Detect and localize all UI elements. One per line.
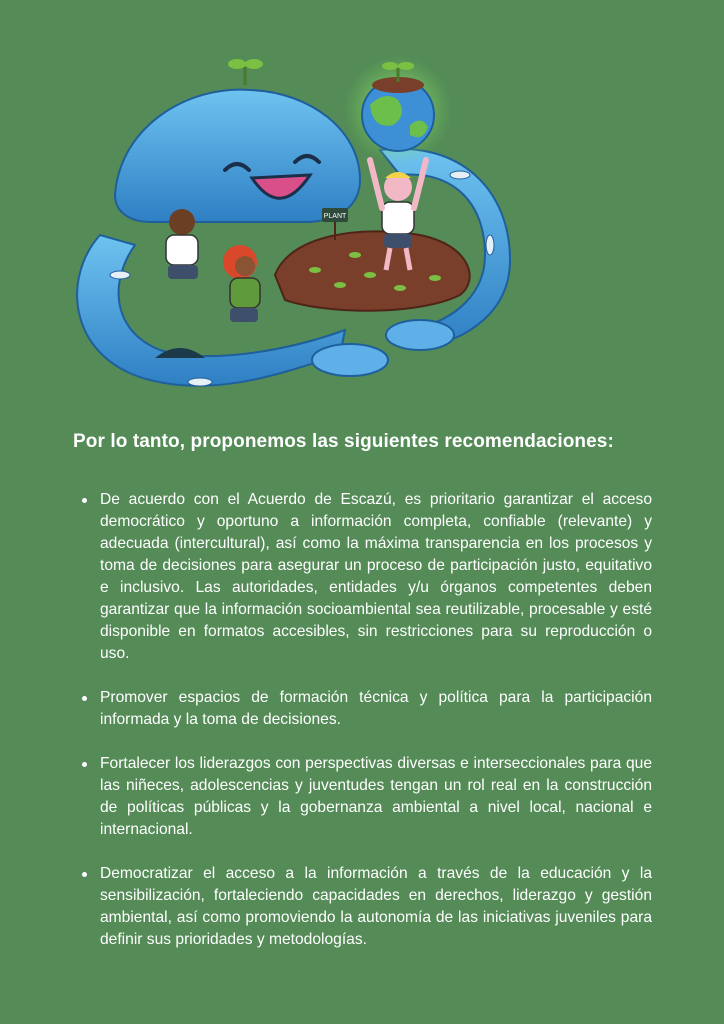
recommendations-heading: Por lo tanto, proponemos las siguientes recomendaciones: <box>73 431 614 452</box>
garden-sign-text: PLANT <box>323 213 347 220</box>
whale <box>115 59 360 222</box>
list-item <box>78 687 652 731</box>
recommendation-text: De acuerdo con el Acuerdo de Escazú, es prioritario garantizar el acceso democrático y oportuno a información completa, confiable (relevante) y adecuada (intercultural), así como la máxima transparencia en los procesos y toma de decisiones para asegurar un proceso de participación justo, equitativo e inclusivo. Las autoridades, entidades y/u órganos competentes deben garantizar que la información socioambiental sea reutilizable, procesable y esté disponible en formatos accesibles, sin restricciones para su reproducción o uso. <box>100 491 652 662</box>
rock <box>155 348 205 358</box>
garden-soil <box>275 208 470 311</box>
list-item <box>78 863 652 951</box>
bullet-icon <box>82 696 87 701</box>
recommendations-list <box>78 489 652 951</box>
list-item <box>78 753 652 841</box>
bullet-icon <box>82 762 87 767</box>
list-item <box>78 489 652 665</box>
recommendation-text: Promover espacios de formación técnica y política para la participación informada y la toma de decisiones. <box>100 689 652 728</box>
recommendation-text: Democratizar el acceso a la información a través de la educación y la sensibilización, fortaleciendo capacidades en derechos, liderazgo y gestión ambiental, así como promoviendo la autonomía de las iniciativas juveniles para definir sus prioridades y metodologías. <box>100 865 652 948</box>
recommendation-text: Fortalecer los liderazgos con perspectivas diversas e interseccionales para que las niñeces, adolescencias y juventudes tengan un rol real en la construcción de políticas públicas y la gobernanza ambiental a nivel local, nacional e internacional. <box>100 755 652 838</box>
bullet-icon <box>82 872 87 877</box>
water-creature-garden-illustration <box>40 30 560 410</box>
globe-with-sprout <box>343 55 453 165</box>
child-sitting-planting <box>166 209 198 279</box>
bullet-icon <box>82 498 87 503</box>
child-red-hair <box>223 245 260 322</box>
